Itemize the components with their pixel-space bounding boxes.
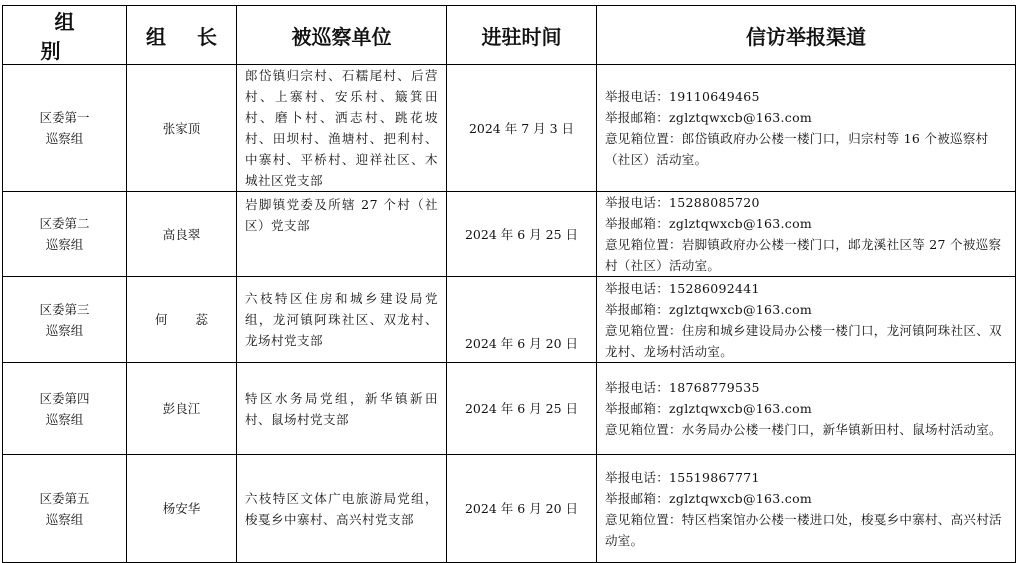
box-text: 意见箱位置：特区档案馆办公楼一楼进口处，梭戛乡中寨村、高兴村活动室。 [605,511,1002,548]
phone-text: 举报电话：18768779535 [605,380,760,395]
time-cell: 2024 年 6 月 25 日 [447,192,597,277]
header-time: 进驻时间 [447,6,597,65]
header-group: 组 别 [3,6,127,65]
leader-cell: 彭良江 [127,363,237,455]
table-row [3,455,1016,563]
table-row [3,65,1016,192]
unit-cell: 特区水务局党组，新华镇新田村、鼠场村党支部 [237,363,447,455]
group-cell: 区委第一 巡察组 [3,65,127,192]
email-text: 举报邮箱：zglztqwxcb@163.com [605,301,813,317]
group-cell: 区委第四 巡察组 [3,363,127,455]
leader-cell: 张家顶 [127,65,237,192]
group-cell: 区委第五 巡察组 [3,455,127,563]
box-text: 意见箱位置：水务局办公楼一楼门口，新华镇新田村、鼠场村活动室。 [605,422,1002,437]
channel-cell [597,455,1016,563]
channel-cell [597,192,1016,277]
email-text: 举报邮箱：zglztqwxcb@163.com [605,216,813,231]
unit-cell: 六枝特区文体广电旅游局党组，梭戛乡中寨村、高兴村党支部 [237,455,447,563]
box-text: 意见箱位置：岩脚镇政府办公楼一楼门口，䢺龙溪社区等 27 个被巡察村（社区）活动室。 [605,237,1002,273]
group-cell: 区委第三 巡察组 [3,277,127,363]
email-text: 举报邮箱：zglztqwxcb@163.com [605,110,813,125]
email-text: 举报邮箱：zglztqwxcb@163.com [605,490,813,506]
box-text: 意见箱位置：郎岱镇政府办公楼一楼门口，归宗村等 16 个被巡察村（社区）活动室。 [605,131,989,167]
unit-cell: 郎岱镇归宗村、石糯尾村、后营村、上寨村、安乐村、簸箕田村、磨卜村、洒志村、跳花坡村、田坝村、渔塘村、把利村、中寨村、平桥村、迎祥社区、木城社区党支部 [237,65,447,192]
channel-cell [597,363,1016,455]
unit-cell: 六枝特区住房和城乡建设局党组，龙河镇阿珠社区、双龙村、龙场村党支部 [237,277,447,363]
time-cell: 2024 年 6 月 25 日 [447,363,597,455]
header-unit: 被巡察单位 [237,6,447,65]
header-leader: 组 长 [127,6,237,65]
time-cell: 2024 年 6 月 20 日 [447,277,597,363]
email-text: 举报邮箱：zglztqwxcb@163.com [605,401,813,416]
leader-cell: 何 蕊 [127,277,237,363]
inspection-table [2,5,1016,563]
group-cell: 区委第二 巡察组 [3,192,127,277]
table-row [3,192,1016,277]
header-channel: 信访举报渠道 [597,6,1016,65]
channel-cell [597,65,1016,192]
header-row [3,6,1016,65]
channel-cell [597,277,1016,363]
unit-cell: 岩脚镇党委及所辖 27 个村（社区）党支部 [237,192,447,277]
time-cell: 2024 年 7 月 3 日 [447,65,597,192]
time-cell: 2024 年 6 月 20 日 [447,455,597,563]
table-row [3,277,1016,363]
phone-text: 举报电话：15286092441 [605,280,760,296]
phone-text: 举报电话：19110649465 [605,89,760,104]
table-row [3,363,1016,455]
phone-text: 举报电话：15288085720 [605,195,760,210]
phone-text: 举报电话：15519867771 [605,469,760,485]
leader-cell: 高良翠 [127,192,237,277]
box-text: 意见箱位置：住房和城乡建设局办公楼一楼门口，龙河镇阿珠社区、双龙村、龙场村活动室。 [605,322,1002,359]
leader-cell: 杨安华 [127,455,237,563]
